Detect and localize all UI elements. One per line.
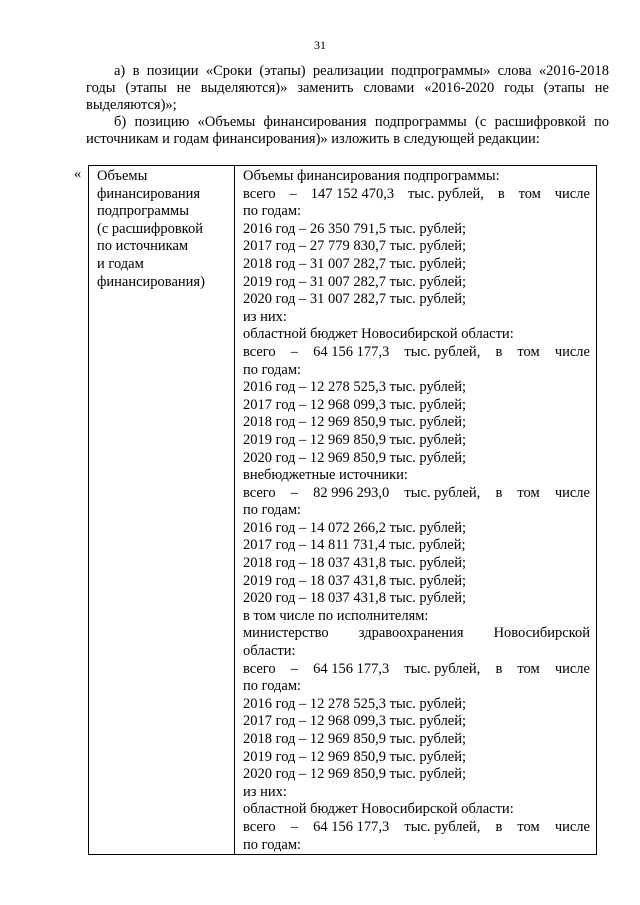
total-word: всего — [243, 185, 276, 202]
word: в — [495, 343, 503, 360]
unit: тыс. рублей, — [404, 818, 481, 835]
funding-details-cell — [235, 166, 597, 855]
word: в — [495, 818, 503, 835]
by-years-label: по годам: — [243, 678, 302, 695]
year-line: 2019 год – 31 007 282,7 тыс. рублей; — [243, 273, 467, 290]
year-line: 2016 год – 26 350 791,5 тыс. рублей; — [243, 220, 467, 237]
year-line: 2017 год – 27 779 830,7 тыс. рублей; — [243, 238, 467, 255]
year-line: 2020 год – 12 969 850,9 тыс. рублей; — [243, 449, 467, 466]
word: в — [497, 185, 505, 202]
total-ministry-line — [243, 661, 590, 679]
year-line: 2018 год – 12 969 850,9 тыс. рублей; — [243, 731, 467, 747]
extrabudgetary-label: внебюджетные источники: — [243, 467, 408, 484]
word: в — [495, 484, 503, 501]
total-word: всего — [243, 343, 276, 360]
total-word: всего — [243, 484, 276, 501]
total-amount: 64 156 177,3 — [313, 818, 390, 835]
position-name-line: Объемы — [97, 168, 148, 184]
word: том — [517, 818, 540, 835]
position-name-line: финансирования — [97, 185, 201, 202]
year-line: 2017 год – 14 811 731,4 тыс. рублей; — [243, 537, 466, 554]
year-line: 2016 год – 12 278 525,3 тыс. рублей; — [243, 695, 467, 712]
unit: тыс. рублей, — [404, 660, 481, 677]
total-word: всего — [243, 660, 276, 677]
word: том — [517, 484, 540, 501]
dash: – — [290, 818, 299, 835]
position-name-line: (с расшифровкой — [97, 220, 203, 237]
year-line: 2020 год – 12 969 850,9 тыс. рублей; — [243, 766, 467, 783]
year-line: 2018 год – 31 007 282,7 тыс. рублей; — [243, 255, 467, 272]
total-amount: 64 156 177,3 — [313, 343, 390, 360]
total-word: всего — [243, 818, 276, 835]
position-name-line: по источникам — [97, 238, 189, 255]
by-years-label: по годам: — [243, 502, 302, 519]
dash: – — [290, 660, 299, 677]
word: числе — [554, 484, 590, 501]
year-line: 2016 год – 12 278 525,3 тыс. рублей; — [243, 379, 467, 396]
by-years-label: по годам: — [243, 203, 302, 220]
year-line: 2019 год – 18 037 431,8 тыс. рублей; — [243, 572, 467, 589]
total-extra-line — [243, 485, 590, 503]
word: здравоохранения — [358, 625, 464, 642]
by-years-label: по годам: — [243, 836, 302, 853]
total-amount: 82 996 293,0 — [313, 484, 390, 501]
word: Новосибирской — [493, 625, 590, 642]
dash: – — [289, 185, 297, 202]
intro-text — [86, 63, 609, 148]
by-executors-label: в том числе по исполнителям: — [243, 607, 429, 624]
position-name-line: финансирования) — [97, 273, 205, 290]
word: в — [495, 660, 503, 677]
total-amount: 64 156 177,3 — [313, 660, 390, 677]
position-name-cell — [89, 166, 235, 855]
of-them-label: из них: — [243, 308, 287, 325]
unit: тыс. рублей, — [407, 185, 484, 202]
word: числе — [554, 185, 590, 202]
year-line: 2018 год – 12 969 850,9 тыс. рублей; — [243, 414, 467, 431]
paragraph-a: а) в позиции «Сроки (этапы) реализации подпрограммы» слова «2016-2018 годы (этапы не выделяются)» заменить словами «2016-2020 годы (этапы не выделяются)»; — [86, 63, 609, 113]
regional-budget-label: областной бюджет Новосибирской области: — [243, 801, 514, 818]
regional-budget-label: областной бюджет Новосибирской области: — [243, 326, 514, 343]
opening-quote: « — [74, 166, 82, 182]
position-name-line: подпрограммы — [97, 203, 189, 220]
word: министерство — [243, 625, 329, 642]
ministry-line — [243, 625, 590, 643]
year-line: 2019 год – 12 969 850,9 тыс. рублей; — [243, 748, 467, 765]
year-line: 2019 год – 12 969 850,9 тыс. рублей; — [243, 431, 467, 448]
word: том — [517, 660, 540, 677]
word: том — [517, 343, 540, 360]
total-regional-line — [243, 344, 590, 362]
year-line: 2017 год – 12 968 099,3 тыс. рублей; — [243, 396, 467, 413]
dash: – — [290, 343, 299, 360]
funding-row — [89, 166, 597, 855]
word: числе — [554, 343, 590, 360]
total-regional-line — [243, 819, 590, 837]
year-line: 2018 год – 18 037 431,8 тыс. рублей; — [243, 555, 467, 572]
funding-title: Объемы финансирования подпрограммы: — [243, 168, 500, 184]
position-name-line: и годам — [97, 255, 144, 272]
paragraph-b: б) позицию «Объемы финансирования подпрограммы (с расшифровкой по источникам и годам финансирования)» изложить в следующей редакции: — [86, 114, 609, 147]
funding-table — [88, 165, 597, 855]
by-years-label: по годам: — [243, 361, 302, 378]
year-line: 2017 год – 12 968 099,3 тыс. рублей; — [243, 713, 467, 730]
of-them-label: из них: — [243, 783, 287, 800]
total-all-line — [243, 186, 590, 204]
year-line: 2020 год – 31 007 282,7 тыс. рублей; — [243, 291, 467, 308]
word: том — [518, 185, 541, 202]
unit: тыс. рублей, — [404, 484, 481, 501]
year-line: 2020 год – 18 037 431,8 тыс. рублей; — [243, 590, 467, 607]
dash: – — [290, 484, 299, 501]
ministry-line-end: области: — [243, 643, 296, 660]
unit: тыс. рублей, — [404, 343, 481, 360]
page-number: 31 — [314, 38, 326, 52]
word: числе — [554, 660, 590, 677]
year-line: 2016 год – 14 072 266,2 тыс. рублей; — [243, 519, 467, 536]
total-amount: 147 152 470,3 — [310, 185, 395, 202]
word: числе — [554, 818, 590, 835]
